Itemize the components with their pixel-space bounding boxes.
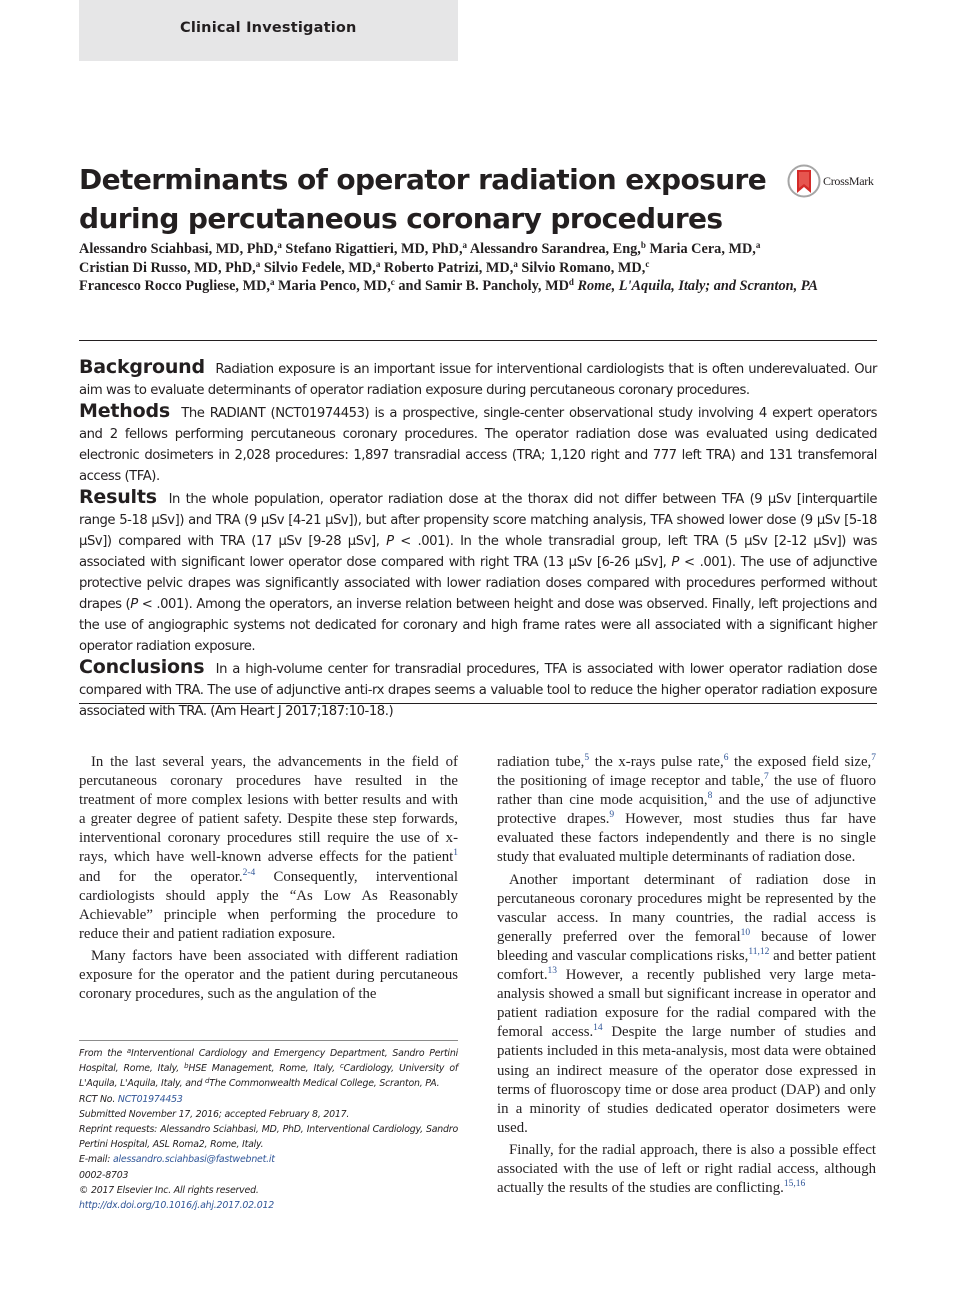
affiliation-marker: a (755, 240, 761, 250)
footnote-text: Cardiology, University of L'Aquila, L'Aquila, Italy, and (79, 1063, 458, 1090)
affiliation-marker: c (390, 277, 395, 288)
abstract-background (79, 357, 877, 401)
abstract-heading: Results (79, 486, 157, 508)
body-text: Many factors have been associated with different radiation exposure for the operator and the patient during percutaneous coronary procedures, such as the angulation of the (79, 947, 458, 1003)
body-paragraph (497, 1141, 876, 1198)
author-locations: Rome, L'Aquila, Italy; and Scranton, PA (577, 278, 818, 295)
abstract-text: < .001). Among the operators, an inverse relation between height and dose was observed. Finally, left projections and the use of angiographic systems not dedicated for coronary and high frame rates were all associated with a significant higher operator radiation exposure. (79, 597, 878, 654)
citation-link[interactable]: 15,16 (783, 1179, 806, 1190)
footnote-text: RCT No. (79, 1093, 118, 1105)
affiliation-marker: a (255, 258, 261, 269)
citation-link[interactable]: 13 (547, 966, 558, 977)
abstract-text: In a high-volume center for transradial procedures, TFA is associated with lower operator radiation dose compared with TRA. The use of adjunctive anti-rx drapes seems a valuable tool to reduce the higher operator radiation exposure associated with TRA. (Am Heart J 2017;187:10-18.) (79, 662, 877, 719)
crossmark-label: CrossMark (823, 173, 874, 188)
footnotes (79, 1046, 458, 1213)
body-paragraph (79, 753, 458, 944)
p-value-symbol: P (671, 555, 679, 570)
body-text: and for the operator. (79, 868, 243, 885)
abstract-text: Radiation exposure is an important issue for interventional cardiologists that is often underevaluated. Our aim was to evaluate determinants of operator radiation exposure during percutaneous coronary procedures. (79, 362, 877, 398)
section-tab (79, 0, 458, 61)
author: Maria Penco, MD, (278, 278, 391, 295)
abstract-conclusions (79, 657, 877, 722)
affiliation-marker: c (339, 1062, 344, 1071)
section-label: Clinical Investigation (180, 20, 357, 36)
body-text: Finally, for the radial approach, there is also a possible effect associated with the use of left or right radial access, although actually the results of the studies are conflicting. (497, 1141, 876, 1197)
crossmark-icon (787, 163, 821, 199)
citation-link[interactable]: 10 (740, 927, 751, 938)
footnote-rule (79, 1040, 458, 1041)
body-column-left (79, 753, 458, 1004)
citation-link[interactable]: 8 (707, 791, 713, 802)
body-text: However, a recently published very large meta-analysis showed a small but significant increase in operator and patient radiation exposure for the radial compared with the femoral access. (497, 967, 876, 1041)
affiliation-marker: a (375, 258, 381, 269)
abstract-top-rule (79, 340, 877, 341)
email-link[interactable]: alessandro.sciahbasi@fastwebnet.it (112, 1154, 275, 1166)
body-paragraph (497, 871, 876, 1138)
email-note (79, 1152, 458, 1167)
author: Alessandro Sarandrea, Eng, (469, 241, 641, 257)
abstract-methods (79, 401, 877, 487)
rct-link[interactable]: NCT01974453 (117, 1093, 183, 1105)
author: Roberto Patrizi, MD, (383, 259, 514, 276)
citation-link[interactable]: 6 (723, 753, 729, 763)
body-text: In the last several years, the advancements in the field of percutaneous coronary procedures have resulted in the treatment of more complex lesions with better results and with a greater degree of patient safety. Despite these step forwards, interventional coronary procedures still require the use of x-rays, which have well-known adverse effects for the patient (79, 754, 458, 866)
affiliation-marker: a (277, 240, 282, 250)
author: Francesco Rocco Pugliese, MD, (79, 278, 270, 295)
affiliation-marker: a (126, 1047, 132, 1055)
affiliation-marker: b (640, 240, 646, 250)
abstract-text: The RADIANT (NCT01974453) is a prospective, single-center observational study involving 4 expert operators and 2 fellows performing percutaneous coronary procedures. The operator radiation dose was evaluated using dedicated electronic dosimeters in 2,028 procedures: 1,897 transradial access (TRA; 1,120 right and 777 left TRA) and 131 transfemoral access (TFA). (79, 406, 877, 484)
body-text: because of lower bleeding and vascular complications risks, (497, 928, 876, 964)
body-text: Another important determinant of radiation dose in percutaneous coronary procedures might be represented by the vascular access. In many countries, the radial access is generally preferred over the femoral (497, 871, 876, 945)
footnote-text: E-mail: (79, 1154, 113, 1166)
abstract-heading: Background (79, 356, 205, 378)
citation-link[interactable]: 14 (593, 1023, 603, 1034)
affiliation-marker: a (513, 258, 518, 269)
citation-link[interactable]: 11,12 (748, 946, 770, 957)
affiliation-marker: d (205, 1077, 210, 1086)
body-text: the x-rays pulse rate, (589, 754, 724, 770)
author: Silvio Romano, MD, (521, 259, 646, 276)
abstract-heading: Conclusions (79, 656, 205, 678)
body-paragraph (497, 753, 876, 868)
submitted-note: Submitted November 17, 2016; accepted February 8, 2017. (79, 1108, 350, 1120)
affiliation-marker: a (462, 240, 468, 250)
rct-note (79, 1092, 458, 1107)
affiliation-marker: d (568, 277, 574, 288)
body-text: the use of fluoro rather than cine mode acquisition, (497, 773, 876, 809)
abstract-bottom-rule (79, 703, 877, 704)
body-text: the positioning of image receptor and table, (497, 773, 764, 790)
author: and Samir B. Pancholy, MD (398, 278, 569, 295)
crossmark-badge[interactable] (787, 163, 874, 199)
author: Cristian Di Russo, MD, PhD, (79, 259, 256, 276)
article-title: Determinants of operator radiation exposure during percutaneous coronary procedures (79, 163, 767, 235)
author: Silvio Fedele, MD, (263, 259, 376, 276)
body-text: and better patient comfort. (497, 947, 876, 984)
citation-link[interactable]: 5 (584, 753, 590, 763)
abstract-results (79, 487, 877, 657)
abstract-text: < .001). In the whole transradial group, left TRA (5 µSv [2-12 µSv]) was associated with significant lower operator dose compared with right TRA (13 µSv [6-26 µSv], (79, 534, 878, 570)
citation-link[interactable]: 2-4 (242, 867, 256, 878)
footnote-text: From the (79, 1048, 127, 1059)
affiliation-marker: c (645, 258, 650, 269)
abstract-text: In the whole population, operator radiation dose at the thorax did not differ between TFA (9 µSv [interquartile range 5-18 µSv]) and TRA (9 µSv [4-21 µSv]), but after propensity score matching analysis, TFA showed lower dose (9 µSv [5-18 µSv]) compared with TRA (17 µSv [9-28 µSv], (79, 492, 877, 549)
abstract (79, 357, 877, 722)
body-text: the exposed field size, (728, 754, 872, 770)
p-value-symbol: P (386, 534, 394, 549)
doi-link[interactable]: http://dx.doi.org/10.1016/j.ahj.2017.02.012 (79, 1200, 274, 1212)
body-text: Consequently, interventional cardiologists should apply the “As Low As Reasonably Achievable” principle when performing the procedure to reduce their and patient radiation exposure. (79, 868, 458, 942)
body-text: radiation tube, (497, 754, 585, 770)
footnote-text: Interventional Cardiology and Emergency Department, Sandro Pertini Hospital, Rome, Italy, (79, 1048, 458, 1075)
affiliation-marker: a (269, 277, 275, 288)
citation-link[interactable]: 7 (871, 753, 876, 763)
body-text: Despite the large number of studies and patients included in this meta-analysis, most data were obtained using an indirect measure of the operator dose expressed in terms of fluoroscopy time or dose area product (DAP) and only in a minority of studies dedicated operator dosimeters were used. (497, 1024, 876, 1136)
citation-link[interactable]: 7 (763, 772, 769, 783)
body-text: and the use of adjunctive protective drapes. (497, 792, 877, 828)
body-column-right (497, 753, 876, 1198)
issn-note: 0002-8703 (79, 1169, 129, 1181)
reprint-note: Reprint requests: Alessandro Sciahbasi, MD, PhD, Interventional Cardiology, Sandro Pertini Hospital, ASL Roma2, Rome, Italy. (79, 1124, 458, 1151)
citation-link[interactable]: 9 (609, 810, 615, 821)
author: Alessandro Sciahbasi, MD, PhD, (79, 241, 278, 257)
author: Stefano Rigattieri, MD, PhD, (285, 241, 463, 257)
footnote-text: The Commonwealth Medical College, Scranton, PA. (209, 1078, 440, 1090)
copyright-note: © 2017 Elsevier Inc. All rights reserved. (79, 1184, 259, 1196)
citation-link[interactable]: 1 (453, 848, 458, 859)
affiliation-marker: b (184, 1062, 189, 1071)
body-text: However, most studies thus far have evaluated these factors independently and there is no single study that evaluated multiple determinants of radiation dose. (497, 811, 876, 866)
abstract-heading: Methods (79, 400, 170, 422)
author-list (79, 240, 879, 296)
body-paragraph (79, 947, 458, 1004)
p-value-symbol: P (130, 597, 138, 612)
author: Maria Cera, MD, (649, 241, 756, 257)
footnote-text: HSE Management, Rome, Italy, (188, 1063, 340, 1075)
abstract-text: < .001). The use of adjunctive protective pelvic drapes was significantly associated with lower radiation doses compared with procedures performed without drapes ( (79, 555, 877, 612)
affiliations-note (79, 1046, 458, 1092)
